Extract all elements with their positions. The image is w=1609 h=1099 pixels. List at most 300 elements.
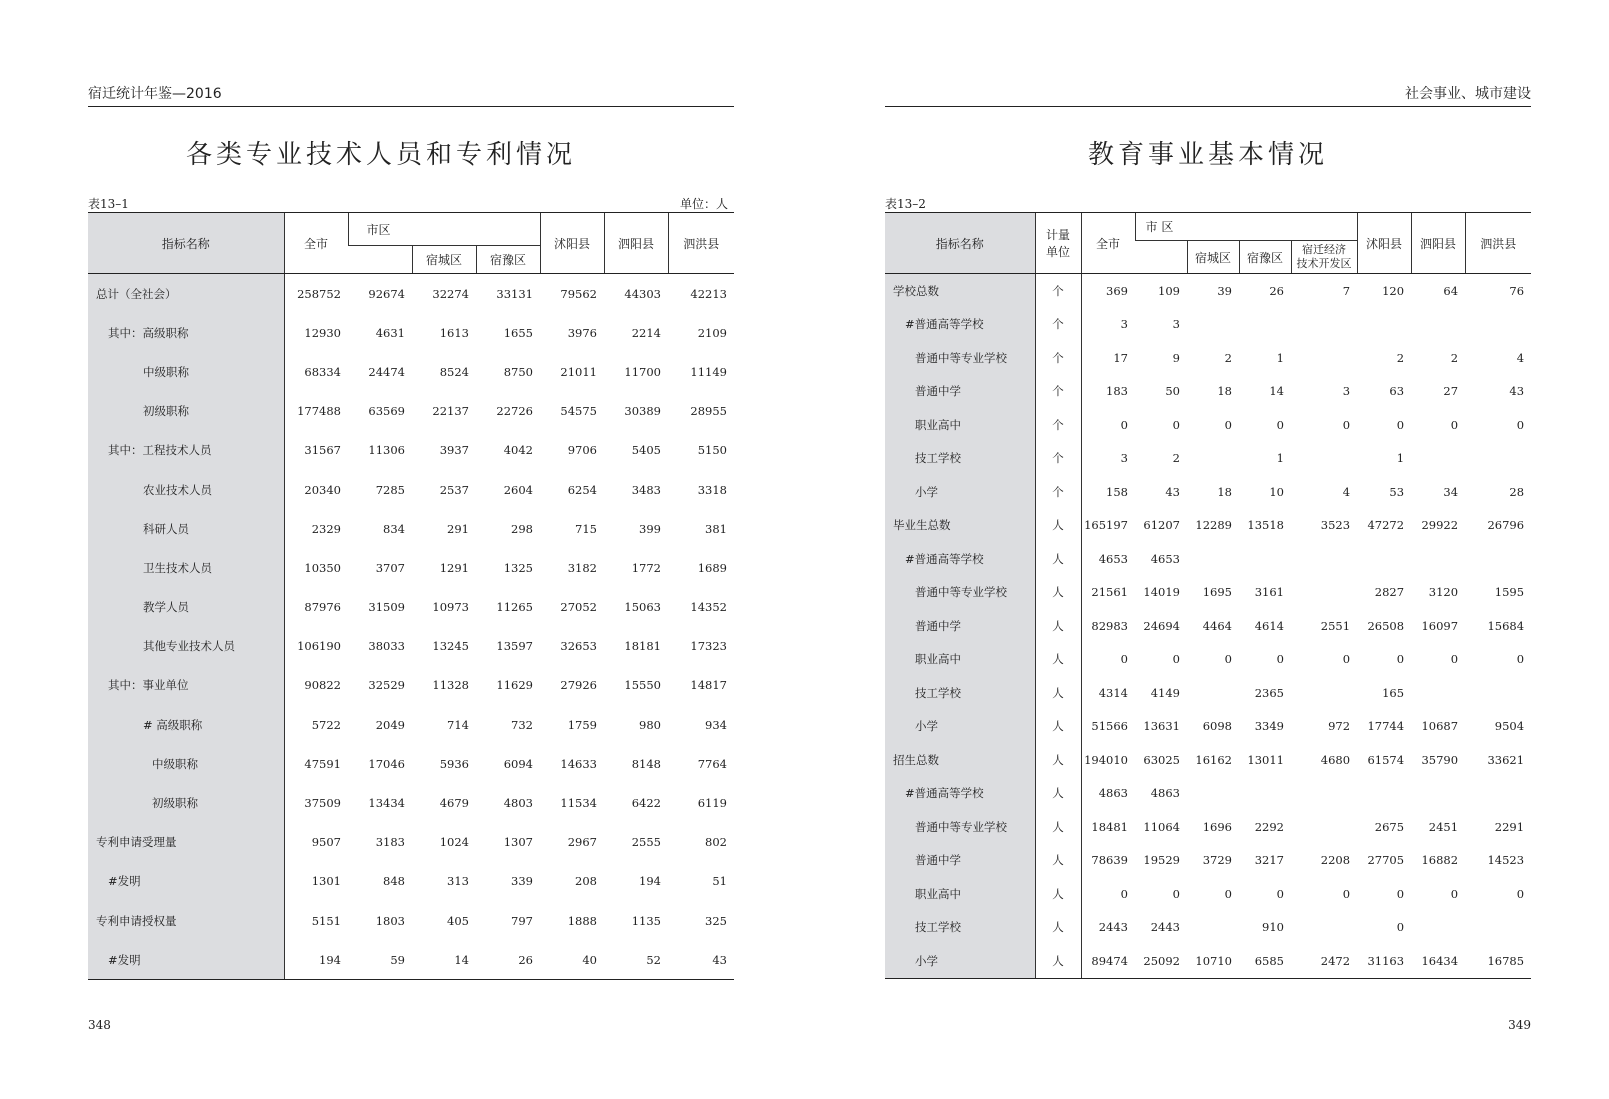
table-row: [88, 705, 734, 744]
row-label: 专利申请授权量: [88, 901, 284, 940]
table-cell: 0: [1172, 417, 1180, 432]
table-row: [885, 911, 1531, 945]
table-cell: 27052: [560, 600, 597, 615]
row-label: 初级职称: [88, 783, 284, 822]
table-cell: 2365: [1254, 685, 1284, 700]
unit-label: 单位：人: [679, 197, 728, 211]
table-cell: 5405: [631, 443, 661, 458]
table-cell: 35790: [1421, 752, 1459, 767]
table-cell: 5150: [697, 443, 727, 458]
table-cell: 3318: [697, 482, 727, 497]
table-cell: 63025: [1143, 752, 1180, 767]
table-cell: 26796: [1487, 518, 1525, 533]
table-cell: 1696: [1202, 819, 1232, 834]
table-cell: 13011: [1247, 752, 1284, 767]
table-cell: 3: [1120, 317, 1128, 332]
row-label: 普通中学: [885, 844, 1035, 878]
table-cell: 1291: [439, 560, 469, 575]
table-cell: 11534: [560, 796, 597, 811]
table-cell: 15063: [624, 600, 661, 615]
table-cell: 4614: [1254, 618, 1284, 633]
table-row: [88, 940, 734, 980]
table-cell: 11328: [432, 678, 469, 693]
table-row: [885, 877, 1531, 911]
table-row: [88, 823, 734, 862]
row-label: 总计（全社会）: [88, 274, 284, 314]
table-row: [885, 542, 1531, 576]
table-cell: 63569: [368, 404, 405, 419]
row-unit: 人: [1035, 743, 1081, 777]
header-suyu: 宿豫区: [1239, 241, 1291, 274]
table-cell: 4803: [503, 796, 533, 811]
table-cell: 4: [1516, 350, 1525, 365]
table-cell: 31509: [368, 600, 405, 615]
table-row: [885, 375, 1531, 409]
table-cell: 18: [1217, 384, 1232, 399]
table-cell: 2: [1172, 451, 1180, 466]
table-cell: 4653: [1098, 551, 1128, 566]
table-row: [88, 744, 734, 783]
table-cell: 40: [540, 940, 604, 980]
row-label: 农业技术人员: [88, 470, 284, 509]
table-cell: 177488: [297, 404, 341, 419]
table-cell: 5722: [311, 717, 341, 732]
table-cell: [1291, 542, 1357, 576]
table-cell: 0: [1120, 417, 1128, 432]
table-cell: 26: [476, 940, 540, 980]
table-cell: 1772: [631, 560, 661, 575]
table-cell: 0: [1342, 652, 1351, 667]
table-row: [88, 274, 734, 314]
table-row: [885, 844, 1531, 878]
running-head: 社会事业、城市建设: [885, 84, 1531, 107]
table-cell: 3: [1120, 451, 1128, 466]
table-cell: [1411, 676, 1465, 710]
table-cell: 208: [575, 874, 597, 889]
table-row: [88, 901, 734, 940]
row-label: 普通中等专业学校: [885, 576, 1035, 610]
header-city-sub-blank: [1135, 241, 1187, 274]
table-cell: 0: [1342, 886, 1351, 901]
table-cell: 21011: [560, 364, 597, 379]
row-label: 其中：高级职称: [88, 313, 284, 352]
table-cell: 52: [604, 940, 668, 980]
table-cell: 834: [383, 521, 405, 536]
table-cell: 59: [348, 940, 412, 980]
header-sucheng: 宿城区: [412, 246, 476, 274]
table-id: 表13–2: [885, 197, 926, 211]
row-label: 科研人员: [88, 509, 284, 548]
table-cell: 2537: [439, 482, 469, 497]
table-cell: 28955: [690, 404, 727, 419]
table-cell: 30389: [624, 404, 661, 419]
table-cell: 381: [705, 521, 727, 536]
header-devzone: [1291, 241, 1357, 274]
table-cell: 0: [1516, 417, 1525, 432]
header-unit: [1035, 213, 1081, 274]
page-number: 348: [88, 1018, 111, 1032]
table-cell: 1301: [311, 874, 341, 889]
table-cell: 2049: [375, 717, 405, 732]
table-cell: [1411, 911, 1465, 945]
table-cell: 9706: [567, 443, 597, 458]
table-cell: 16434: [1411, 944, 1465, 978]
table-cell: 76: [1509, 283, 1525, 298]
table-row: [885, 576, 1531, 610]
table-cell: 0: [1120, 652, 1128, 667]
table-cell: 43: [668, 940, 734, 980]
table-cell: 9: [1172, 350, 1180, 365]
table-cell: 2: [1450, 350, 1459, 365]
row-label: #普通高等学校: [885, 542, 1035, 576]
table-cell: 8524: [439, 364, 469, 379]
table-cell: 0: [1224, 417, 1232, 432]
table-cell: 17744: [1367, 719, 1405, 734]
table-cell: 0: [1396, 920, 1405, 935]
table-cell: 972: [1328, 719, 1351, 734]
table-cell: 2967: [567, 835, 597, 850]
professional-staff-table: [88, 212, 734, 980]
table-cell: 54575: [560, 404, 597, 419]
table-cell: 1: [1276, 451, 1284, 466]
table-cell: 2: [1224, 350, 1232, 365]
table-cell: 0: [1450, 417, 1459, 432]
header-devzone-line1: 宿迁经济: [1302, 243, 1347, 256]
table-cell: 8750: [503, 364, 533, 379]
table-cell: 68334: [304, 364, 341, 379]
header-unit-line1: 计量: [1045, 228, 1070, 242]
row-label: 小学: [885, 710, 1035, 744]
header-total: 全市: [284, 213, 348, 274]
table-cell: 405: [447, 913, 469, 928]
table-cell: 26: [1269, 283, 1284, 298]
table-cell: 22726: [496, 404, 533, 419]
table-cell: [1239, 777, 1291, 811]
table-cell: 0: [1450, 886, 1459, 901]
row-label: 普通中等专业学校: [885, 341, 1035, 375]
table-row: [885, 810, 1531, 844]
table-cell: [1187, 542, 1239, 576]
table-cell: 27705: [1367, 853, 1405, 868]
table-cell: 14: [1269, 384, 1284, 399]
table-cell: 0: [1516, 886, 1525, 901]
table-cell: [1411, 442, 1465, 476]
table-row: [885, 710, 1531, 744]
table-cell: 3183: [375, 835, 405, 850]
table-cell: 0: [1172, 886, 1180, 901]
table-cell: 10687: [1421, 719, 1459, 734]
row-label: 小学: [885, 944, 1035, 978]
page-number: 349: [1508, 1018, 1531, 1032]
table-cell: 165197: [1084, 518, 1128, 533]
table-cell: [1465, 442, 1531, 476]
table-cell: [1291, 442, 1357, 476]
table-cell: 3349: [1254, 719, 1284, 734]
header-suyu: 宿豫区: [476, 246, 540, 274]
table-cell: 5936: [439, 756, 469, 771]
table-cell: 4631: [375, 325, 405, 340]
table-cell: 20340: [304, 482, 341, 497]
table-cell: [1411, 777, 1465, 811]
table-cell: 8148: [631, 756, 661, 771]
table-cell: 13597: [496, 639, 533, 654]
table-cell: [1465, 308, 1531, 342]
table-cell: 3120: [1428, 585, 1459, 600]
table-cell: 3976: [567, 325, 597, 340]
table-cell: 2551: [1320, 618, 1351, 633]
table-cell: 0: [1450, 652, 1459, 667]
table-cell: 11700: [624, 364, 661, 379]
table-cell: 14352: [690, 600, 727, 615]
table-row: [88, 862, 734, 901]
table-cell: 44303: [624, 286, 661, 301]
table-cell: [1187, 777, 1239, 811]
table-cell: 715: [575, 521, 597, 536]
table-cell: 14: [412, 940, 476, 980]
table-cell: 12930: [304, 325, 341, 340]
table-cell: [1291, 308, 1357, 342]
table-cell: 22137: [432, 404, 469, 419]
table-cell: 6254: [567, 482, 597, 497]
table-cell: 3161: [1254, 585, 1284, 600]
row-label: #发明: [88, 940, 284, 980]
row-label: 技工学校: [885, 442, 1035, 476]
table-cell: 27: [1443, 384, 1459, 399]
table-cell: 14817: [690, 678, 727, 693]
row-unit: 人: [1035, 777, 1081, 811]
row-label: 普通中学: [885, 609, 1035, 643]
table-cell: [1357, 542, 1411, 576]
table-cell: 3: [1172, 317, 1180, 332]
table-cell: 194010: [1084, 752, 1128, 767]
row-unit: 人: [1035, 844, 1081, 878]
table-cell: 0: [1396, 886, 1405, 901]
table-cell: [1465, 542, 1531, 576]
table-cell: 194: [284, 940, 348, 980]
table-cell: [1411, 542, 1465, 576]
table-cell: 2: [1396, 350, 1405, 365]
page-title: 教育事业基本情况: [1087, 140, 1328, 170]
row-unit: 个: [1035, 442, 1081, 476]
table-cell: 2675: [1374, 819, 1405, 834]
table-cell: 11149: [690, 364, 727, 379]
table-cell: 0: [1224, 886, 1232, 901]
table-cell: 0: [1120, 886, 1128, 901]
table-cell: 1307: [503, 835, 533, 850]
table-cell: 10973: [432, 600, 469, 615]
table-cell: 14633: [560, 756, 597, 771]
table-cell: 31163: [1357, 944, 1411, 978]
table-row: [88, 392, 734, 431]
table-row: [88, 313, 734, 352]
header-city: 市区: [348, 213, 412, 246]
table-cell: 10710: [1187, 944, 1239, 978]
table-cell: 16097: [1421, 618, 1459, 633]
table-cell: 4314: [1098, 685, 1128, 700]
table-cell: 32274: [432, 286, 469, 301]
table-cell: [1465, 676, 1531, 710]
table-cell: 2451: [1428, 819, 1459, 834]
table-cell: 61207: [1143, 518, 1180, 533]
row-label: 其他专业技术人员: [88, 627, 284, 666]
table-cell: 17323: [690, 639, 727, 654]
table-cell: 1759: [567, 717, 597, 732]
table-cell: 339: [511, 874, 533, 889]
row-label: 其中：工程技术人员: [88, 431, 284, 470]
row-label: 职业高中: [885, 408, 1035, 442]
table-cell: 79562: [560, 286, 597, 301]
table-cell: 47591: [304, 756, 341, 771]
row-label: 其中：事业单位: [88, 666, 284, 705]
table-cell: 19529: [1143, 853, 1180, 868]
table-cell: 47272: [1367, 518, 1405, 533]
table-cell: 89474: [1081, 944, 1135, 978]
table-cell: 5151: [311, 913, 341, 928]
table-cell: 21561: [1091, 585, 1128, 600]
table-cell: 910: [1262, 920, 1284, 935]
row-unit: 人: [1035, 542, 1081, 576]
table-row: [885, 676, 1531, 710]
table-row: [88, 666, 734, 705]
table-row: [885, 944, 1531, 978]
table-cell: [1187, 442, 1239, 476]
table-cell: 2604: [503, 482, 533, 497]
table-cell: 1325: [503, 560, 533, 575]
table-row: [88, 627, 734, 666]
table-cell: 1024: [439, 835, 469, 850]
table-cell: 165: [1382, 685, 1405, 700]
table-cell: 33621: [1487, 752, 1525, 767]
row-label: 技工学校: [885, 911, 1035, 945]
table-cell: [1291, 777, 1357, 811]
table-cell: 158: [1106, 484, 1128, 499]
table-cell: 7285: [375, 482, 405, 497]
table-cell: 11306: [368, 443, 405, 458]
row-label: #发明: [88, 862, 284, 901]
table-cell: 87976: [304, 600, 341, 615]
table-cell: 183: [1106, 384, 1128, 399]
row-unit: 人: [1035, 576, 1081, 610]
row-label: 中级职称: [88, 744, 284, 783]
table-row: [88, 470, 734, 509]
table-row: [885, 509, 1531, 543]
table-cell: 2291: [1494, 819, 1525, 834]
table-cell: 732: [511, 717, 533, 732]
header-city-spacer: [412, 213, 540, 246]
table-row: [885, 408, 1531, 442]
table-cell: 298: [511, 521, 533, 536]
row-label: 毕业生总数: [885, 509, 1035, 543]
table-cell: 10: [1269, 484, 1284, 499]
table-cell: 120: [1382, 283, 1405, 298]
table-cell: 38033: [368, 639, 405, 654]
table-cell: 848: [383, 874, 405, 889]
row-unit: 个: [1035, 308, 1081, 342]
row-unit: 个: [1035, 274, 1081, 308]
table-cell: 3937: [439, 443, 469, 458]
table-cell: 1: [1276, 350, 1284, 365]
table-row: [885, 743, 1531, 777]
table-cell: 18: [1217, 484, 1232, 499]
row-unit: 人: [1035, 509, 1081, 543]
table-cell: 39: [1217, 283, 1232, 298]
row-unit: 人: [1035, 877, 1081, 911]
header-shuyang: 沭阳县: [540, 213, 604, 274]
table-row: [88, 509, 734, 548]
table-cell: 9504: [1494, 719, 1525, 734]
table-cell: 4680: [1320, 752, 1351, 767]
header-siyang: 泗阳县: [1411, 213, 1465, 274]
table-cell: 0: [1276, 652, 1284, 667]
table-cell: 43: [1509, 384, 1525, 399]
table-row: [88, 352, 734, 391]
table-cell: [1291, 341, 1357, 375]
table-cell: 4653: [1150, 551, 1180, 566]
table-cell: 29922: [1421, 518, 1459, 533]
table-cell: 16785: [1465, 944, 1531, 978]
table-cell: 4863: [1150, 786, 1180, 801]
table-cell: [1465, 777, 1531, 811]
header-sihong: 泗洪县: [668, 213, 734, 274]
table-cell: 0: [1516, 652, 1525, 667]
row-label: 小学: [885, 475, 1035, 509]
table-cell: 12289: [1195, 518, 1232, 533]
table-cell: 3: [1342, 384, 1351, 399]
table-row: [885, 308, 1531, 342]
header-city-spacer: [1187, 213, 1357, 241]
table-cell: 4863: [1098, 786, 1128, 801]
table-row: [885, 643, 1531, 677]
table-cell: 51: [712, 874, 727, 889]
table-cell: 1803: [375, 913, 405, 928]
table-cell: 802: [705, 835, 727, 850]
table-cell: 325: [705, 913, 727, 928]
row-label: 初级职称: [88, 392, 284, 431]
table-row: [885, 442, 1531, 476]
table-cell: 42213: [690, 286, 727, 301]
table-cell: 16162: [1195, 752, 1232, 767]
table-cell: [1187, 308, 1239, 342]
table-cell: 4149: [1150, 685, 1180, 700]
table-cell: 13434: [368, 796, 405, 811]
table-cell: 13518: [1247, 518, 1284, 533]
row-unit: 人: [1035, 710, 1081, 744]
table-cell: 15550: [624, 678, 661, 693]
table-row: [885, 341, 1531, 375]
header-city: 市 区: [1135, 213, 1187, 241]
table-cell: 2329: [311, 521, 341, 536]
table-cell: 43: [1165, 484, 1180, 499]
table-cell: [1291, 911, 1357, 945]
table-cell: 53: [1389, 484, 1405, 499]
table-cell: 0: [1224, 652, 1232, 667]
header-sihong: 泗洪县: [1465, 213, 1531, 274]
header-unit-line2: 单位: [1045, 245, 1070, 259]
table-cell: 10350: [304, 560, 341, 575]
table-cell: 291: [447, 521, 469, 536]
table-cell: 2443: [1098, 920, 1128, 935]
table-cell: 0: [1396, 417, 1405, 432]
table-cell: 258752: [297, 286, 341, 301]
table-cell: 109: [1158, 283, 1180, 298]
row-label: 普通中学: [885, 375, 1035, 409]
table-cell: 3707: [375, 560, 405, 575]
row-label: 招生总数: [885, 743, 1035, 777]
table-cell: 90822: [304, 678, 341, 693]
header-indicator-name: 指标名称: [885, 213, 1035, 274]
table-cell: 3182: [567, 560, 597, 575]
table-row: [88, 783, 734, 822]
